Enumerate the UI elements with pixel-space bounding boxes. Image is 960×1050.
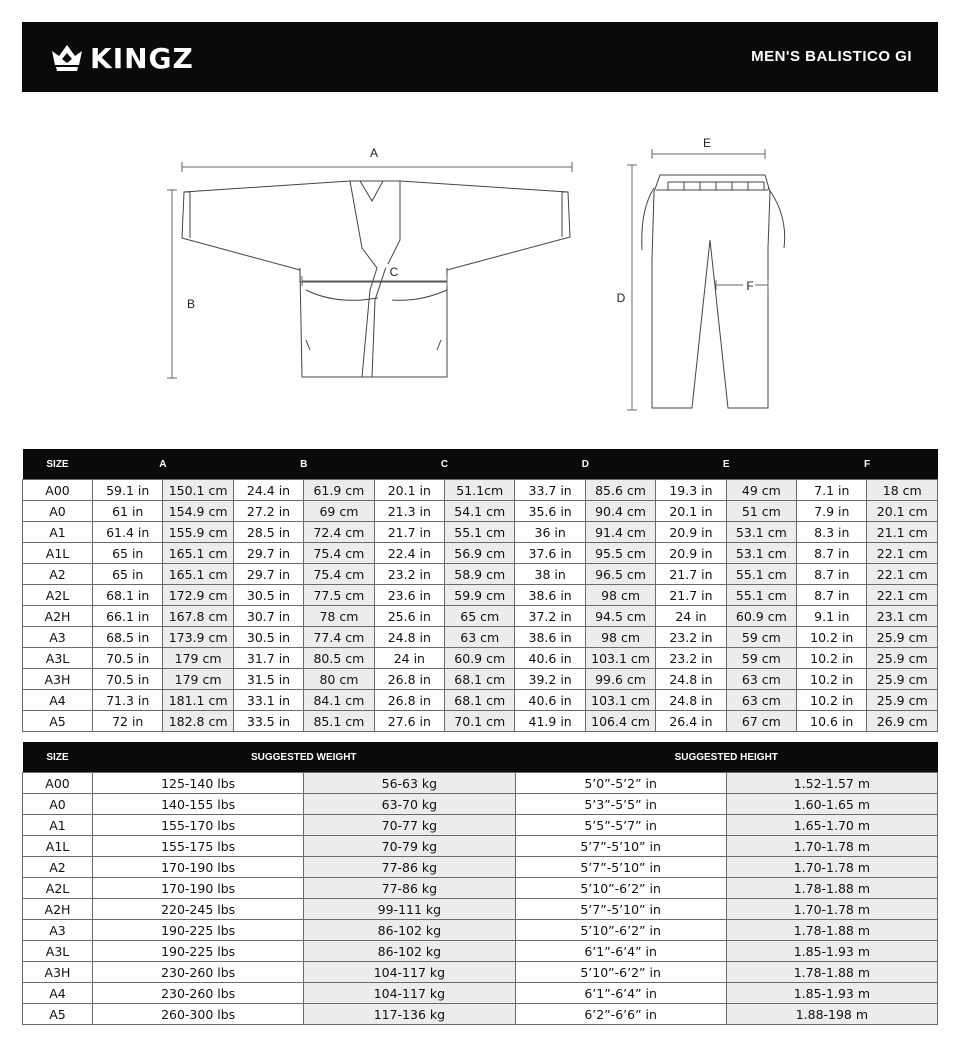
value-cell: 155-175 lbs [93, 836, 304, 857]
value-cell: 25.6 in [374, 606, 444, 627]
value-cell: 63 cm [726, 690, 796, 711]
value-cell: 55.1 cm [726, 564, 796, 585]
value-cell: 6’1”-6’4” in [515, 983, 726, 1004]
value-cell: 40.6 in [515, 648, 585, 669]
table-row [23, 606, 938, 627]
table-row [23, 878, 938, 899]
value-cell: 61.9 cm [304, 480, 374, 501]
pants-drawing [642, 175, 785, 408]
table-row [23, 522, 938, 543]
table-row [23, 983, 938, 1004]
value-cell: 61 in [93, 501, 163, 522]
value-cell: 10.2 in [797, 627, 867, 648]
value-cell: 30.5 in [233, 627, 303, 648]
value-cell: 104-117 kg [304, 983, 515, 1004]
value-cell: 10.2 in [797, 690, 867, 711]
value-cell: 24.8 in [656, 669, 726, 690]
value-cell: 167.8 cm [163, 606, 233, 627]
value-cell: 24 in [656, 606, 726, 627]
table-row [23, 501, 938, 522]
value-cell: 38 in [515, 564, 585, 585]
size-cell: A3L [23, 941, 93, 962]
table-row [23, 794, 938, 815]
value-cell: 5’7”-5’10” in [515, 899, 726, 920]
brand-name: KINGZ [90, 41, 194, 75]
header-c: C [374, 449, 515, 480]
label-e: E [702, 136, 712, 150]
value-cell: 1.85-1.93 m [726, 941, 937, 962]
header-b: B [233, 449, 374, 480]
value-cell: 77.5 cm [304, 585, 374, 606]
value-cell: 24.8 in [656, 690, 726, 711]
value-cell: 1.78-1.88 m [726, 962, 937, 983]
value-cell: 33.5 in [233, 711, 303, 732]
fit-table-body [23, 773, 938, 1025]
value-cell: 6’1”-6’4” in [515, 941, 726, 962]
value-cell: 8.7 in [797, 543, 867, 564]
value-cell: 72 in [93, 711, 163, 732]
value-cell: 35.6 in [515, 501, 585, 522]
value-cell: 31.5 in [233, 669, 303, 690]
size-cell: A4 [23, 690, 93, 711]
value-cell: 59.1 in [93, 480, 163, 501]
value-cell: 1.78-1.88 m [726, 878, 937, 899]
value-cell: 26.8 in [374, 690, 444, 711]
value-cell: 91.4 cm [585, 522, 655, 543]
value-cell: 61.4 in [93, 522, 163, 543]
value-cell: 9.1 in [797, 606, 867, 627]
value-cell: 179 cm [163, 669, 233, 690]
value-cell: 1.65-1.70 m [726, 815, 937, 836]
value-cell: 20.1 cm [867, 501, 938, 522]
value-cell: 106.4 cm [585, 711, 655, 732]
value-cell: 95.5 cm [585, 543, 655, 564]
value-cell: 230-260 lbs [93, 962, 304, 983]
value-cell: 5’10”-6’2” in [515, 920, 726, 941]
value-cell: 1.60-1.65 m [726, 794, 937, 815]
size-cell: A0 [23, 501, 93, 522]
value-cell: 182.8 cm [163, 711, 233, 732]
value-cell: 23.6 in [374, 585, 444, 606]
value-cell: 150.1 cm [163, 480, 233, 501]
value-cell: 96.5 cm [585, 564, 655, 585]
value-cell: 60.9 cm [445, 648, 515, 669]
measurement-diagram [0, 0, 960, 440]
value-cell: 37.2 in [515, 606, 585, 627]
value-cell: 59 cm [726, 648, 796, 669]
table-row [23, 690, 938, 711]
size-cell: A2H [23, 899, 93, 920]
label-d: D [616, 291, 626, 305]
value-cell: 70.1 cm [445, 711, 515, 732]
value-cell: 29.7 in [233, 543, 303, 564]
value-cell: 90.4 cm [585, 501, 655, 522]
size-cell: A2 [23, 857, 93, 878]
value-cell: 33.1 in [233, 690, 303, 711]
value-cell: 190-225 lbs [93, 941, 304, 962]
value-cell: 58.9 cm [445, 564, 515, 585]
value-cell: 19.3 in [656, 480, 726, 501]
table-row [23, 1004, 938, 1025]
table-row [23, 480, 938, 501]
header-size: SIZE [23, 449, 93, 480]
value-cell: 70.5 in [93, 669, 163, 690]
label-a: A [369, 146, 379, 160]
table-row [23, 773, 938, 794]
value-cell: 1.70-1.78 m [726, 857, 937, 878]
value-cell: 1.52-1.57 m [726, 773, 937, 794]
size-table-body [23, 480, 938, 732]
value-cell: 26.8 in [374, 669, 444, 690]
value-cell: 85.1 cm [304, 711, 374, 732]
value-cell: 20.1 in [374, 480, 444, 501]
size-cell: A2H [23, 606, 93, 627]
jacket-drawing [182, 181, 570, 377]
value-cell: 66.1 in [93, 606, 163, 627]
label-c: C [389, 265, 399, 279]
size-cell: A4 [23, 983, 93, 1004]
value-cell: 49 cm [726, 480, 796, 501]
value-cell: 165.1 cm [163, 543, 233, 564]
value-cell: 59.9 cm [445, 585, 515, 606]
size-cell: A2L [23, 585, 93, 606]
value-cell: 60.9 cm [726, 606, 796, 627]
value-cell: 8.7 in [797, 564, 867, 585]
value-cell: 5’10”-6’2” in [515, 878, 726, 899]
value-cell: 25.9 cm [867, 627, 938, 648]
value-cell: 21.7 in [374, 522, 444, 543]
value-cell: 68.1 in [93, 585, 163, 606]
value-cell: 85.6 cm [585, 480, 655, 501]
value-cell: 94.5 cm [585, 606, 655, 627]
size-cell: A1L [23, 836, 93, 857]
header-d: D [515, 449, 656, 480]
value-cell: 99-111 kg [304, 899, 515, 920]
value-cell: 56.9 cm [445, 543, 515, 564]
value-cell: 179 cm [163, 648, 233, 669]
value-cell: 36 in [515, 522, 585, 543]
value-cell: 24.4 in [233, 480, 303, 501]
header-size: SIZE [23, 742, 93, 773]
value-cell: 70-79 kg [304, 836, 515, 857]
value-cell: 40.6 in [515, 690, 585, 711]
value-cell: 27.2 in [233, 501, 303, 522]
product-title: MEN'S BALISTICO GI [751, 48, 912, 65]
value-cell: 125-140 lbs [93, 773, 304, 794]
value-cell: 22.1 cm [867, 564, 938, 585]
value-cell: 86-102 kg [304, 941, 515, 962]
value-cell: 30.7 in [233, 606, 303, 627]
header-suggested-weight: SUGGESTED WEIGHT [93, 742, 516, 773]
value-cell: 10.2 in [797, 648, 867, 669]
value-cell: 71.3 in [93, 690, 163, 711]
value-cell: 155.9 cm [163, 522, 233, 543]
value-cell: 220-245 lbs [93, 899, 304, 920]
value-cell: 155-170 lbs [93, 815, 304, 836]
value-cell: 23.1 cm [867, 606, 938, 627]
value-cell: 63-70 kg [304, 794, 515, 815]
value-cell: 18 cm [867, 480, 938, 501]
table-row [23, 543, 938, 564]
value-cell: 24.8 in [374, 627, 444, 648]
table-row [23, 920, 938, 941]
value-cell: 68.1 cm [445, 690, 515, 711]
value-cell: 1.88-198 m [726, 1004, 937, 1025]
value-cell: 63 cm [726, 669, 796, 690]
value-cell: 59 cm [726, 627, 796, 648]
size-cell: A5 [23, 1004, 93, 1025]
header-a: A [93, 449, 234, 480]
value-cell: 1.70-1.78 m [726, 836, 937, 857]
value-cell: 70.5 in [93, 648, 163, 669]
size-cell: A1L [23, 543, 93, 564]
size-cell: A00 [23, 480, 93, 501]
value-cell: 30.5 in [233, 585, 303, 606]
header-f: F [797, 449, 938, 480]
value-cell: 103.1 cm [585, 690, 655, 711]
value-cell: 173.9 cm [163, 627, 233, 648]
table-row [23, 585, 938, 606]
value-cell: 78 cm [304, 606, 374, 627]
table-row [23, 962, 938, 983]
value-cell: 80 cm [304, 669, 374, 690]
size-measurement-table [22, 449, 938, 732]
value-cell: 24 in [374, 648, 444, 669]
table-row [23, 899, 938, 920]
value-cell: 65 cm [445, 606, 515, 627]
value-cell: 21.3 in [374, 501, 444, 522]
value-cell: 38.6 in [515, 585, 585, 606]
value-cell: 103.1 cm [585, 648, 655, 669]
value-cell: 260-300 lbs [93, 1004, 304, 1025]
value-cell: 55.1 cm [726, 585, 796, 606]
value-cell: 67 cm [726, 711, 796, 732]
value-cell: 53.1 cm [726, 522, 796, 543]
value-cell: 23.2 in [656, 648, 726, 669]
size-cell: A3L [23, 648, 93, 669]
value-cell: 5’10”-6’2” in [515, 962, 726, 983]
value-cell: 65 in [93, 543, 163, 564]
value-cell: 22.1 cm [867, 585, 938, 606]
value-cell: 8.7 in [797, 585, 867, 606]
value-cell: 10.2 in [797, 669, 867, 690]
value-cell: 72.4 cm [304, 522, 374, 543]
suggested-fit-table [22, 742, 938, 1025]
fit-table-header [23, 742, 938, 773]
value-cell: 56-63 kg [304, 773, 515, 794]
size-cell: A2 [23, 564, 93, 585]
value-cell: 22.4 in [374, 543, 444, 564]
value-cell: 1.85-1.93 m [726, 983, 937, 1004]
value-cell: 69 cm [304, 501, 374, 522]
value-cell: 70-77 kg [304, 815, 515, 836]
value-cell: 7.1 in [797, 480, 867, 501]
value-cell: 51 cm [726, 501, 796, 522]
table-row [23, 836, 938, 857]
table-row [23, 815, 938, 836]
value-cell: 104-117 kg [304, 962, 515, 983]
value-cell: 5’7”-5’10” in [515, 836, 726, 857]
value-cell: 28.5 in [233, 522, 303, 543]
value-cell: 98 cm [585, 627, 655, 648]
table-row [23, 627, 938, 648]
value-cell: 75.4 cm [304, 564, 374, 585]
value-cell: 5’0”-5’2” in [515, 773, 726, 794]
value-cell: 33.7 in [515, 480, 585, 501]
size-cell: A3 [23, 920, 93, 941]
value-cell: 170-190 lbs [93, 878, 304, 899]
value-cell: 8.3 in [797, 522, 867, 543]
size-cell: A3H [23, 669, 93, 690]
value-cell: 53.1 cm [726, 543, 796, 564]
value-cell: 38.6 in [515, 627, 585, 648]
value-cell: 75.4 cm [304, 543, 374, 564]
value-cell: 21.7 in [656, 564, 726, 585]
value-cell: 26.4 in [656, 711, 726, 732]
value-cell: 190-225 lbs [93, 920, 304, 941]
value-cell: 20.1 in [656, 501, 726, 522]
value-cell: 25.9 cm [867, 648, 938, 669]
value-cell: 99.6 cm [585, 669, 655, 690]
value-cell: 54.1 cm [445, 501, 515, 522]
value-cell: 23.2 in [656, 627, 726, 648]
value-cell: 170-190 lbs [93, 857, 304, 878]
value-cell: 21.7 in [656, 585, 726, 606]
table-row [23, 857, 938, 878]
value-cell: 41.9 in [515, 711, 585, 732]
header-e: E [656, 449, 797, 480]
value-cell: 68.5 in [93, 627, 163, 648]
value-cell: 165.1 cm [163, 564, 233, 585]
value-cell: 68.1 cm [445, 669, 515, 690]
label-f: F [746, 279, 754, 293]
table-row [23, 669, 938, 690]
value-cell: 6’2”-6’6” in [515, 1004, 726, 1025]
value-cell: 117-136 kg [304, 1004, 515, 1025]
value-cell: 25.9 cm [867, 669, 938, 690]
value-cell: 39.2 in [515, 669, 585, 690]
size-cell: A1 [23, 815, 93, 836]
value-cell: 86-102 kg [304, 920, 515, 941]
value-cell: 154.9 cm [163, 501, 233, 522]
value-cell: 181.1 cm [163, 690, 233, 711]
value-cell: 22.1 cm [867, 543, 938, 564]
size-cell: A5 [23, 711, 93, 732]
value-cell: 63 cm [445, 627, 515, 648]
value-cell: 84.1 cm [304, 690, 374, 711]
size-cell: A2L [23, 878, 93, 899]
size-cell: A00 [23, 773, 93, 794]
value-cell: 1.78-1.88 m [726, 920, 937, 941]
size-cell: A3H [23, 962, 93, 983]
table-row [23, 648, 938, 669]
value-cell: 29.7 in [233, 564, 303, 585]
value-cell: 10.6 in [797, 711, 867, 732]
size-cell: A0 [23, 794, 93, 815]
value-cell: 98 cm [585, 585, 655, 606]
value-cell: 21.1 cm [867, 522, 938, 543]
value-cell: 5’5”-5’7” in [515, 815, 726, 836]
value-cell: 26.9 cm [867, 711, 938, 732]
value-cell: 31.7 in [233, 648, 303, 669]
value-cell: 172.9 cm [163, 585, 233, 606]
value-cell: 140-155 lbs [93, 794, 304, 815]
value-cell: 77-86 kg [304, 857, 515, 878]
value-cell: 77-86 kg [304, 878, 515, 899]
table-row [23, 564, 938, 585]
table-row [23, 711, 938, 732]
value-cell: 65 in [93, 564, 163, 585]
table-row [23, 941, 938, 962]
value-cell: 37.6 in [515, 543, 585, 564]
size-cell: A1 [23, 522, 93, 543]
value-cell: 51.1cm [445, 480, 515, 501]
value-cell: 80.5 cm [304, 648, 374, 669]
value-cell: 23.2 in [374, 564, 444, 585]
value-cell: 7.9 in [797, 501, 867, 522]
value-cell: 25.9 cm [867, 690, 938, 711]
header-suggested-height: SUGGESTED HEIGHT [515, 742, 938, 773]
value-cell: 20.9 in [656, 543, 726, 564]
value-cell: 55.1 cm [445, 522, 515, 543]
value-cell: 20.9 in [656, 522, 726, 543]
size-cell: A3 [23, 627, 93, 648]
label-b: B [186, 297, 196, 311]
value-cell: 77.4 cm [304, 627, 374, 648]
value-cell: 230-260 lbs [93, 983, 304, 1004]
size-table-header [23, 449, 938, 480]
value-cell: 5’3”-5’5” in [515, 794, 726, 815]
value-cell: 1.70-1.78 m [726, 899, 937, 920]
value-cell: 5’7”-5’10” in [515, 857, 726, 878]
value-cell: 27.6 in [374, 711, 444, 732]
